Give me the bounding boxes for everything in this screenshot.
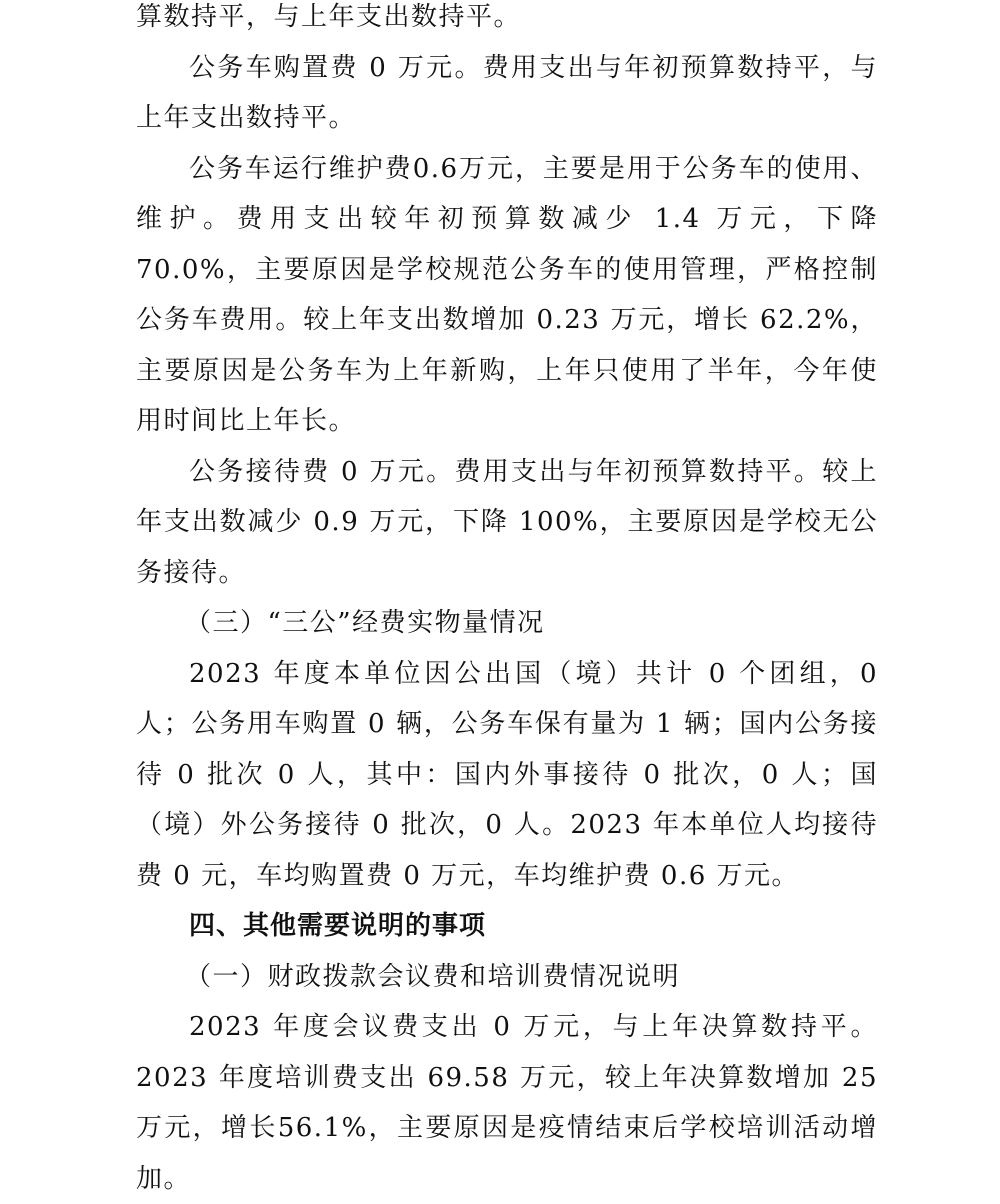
document-page: [136, 0, 878, 1204]
subheading-three-public-quantity: （三）“三公”经费实物量情况: [185, 608, 545, 638]
section-heading-other-matters: 四、其他需要说明的事项: [189, 911, 487, 941]
paragraph-reception-fee: 公务接待费 0 万元。费用支出与年初预算数持平。较上年支出数减少 0.9 万元，下降 100%，主要原因是学校无公务接待。: [136, 456, 878, 588]
paragraph-quantity-details: 2023 年度本单位因公出国（境）共计 0 个团组，0 人；公务用车购置 0 辆，公务车保有量为 1 辆；国内公务接待 0 批次 0 人，其中：国内外事接待 0 批次，0 人；国（境）外公务接待 0 批次，0 人。2023 年本单位人均接待费 0 元，车均购置费 0 万元，车均维护费 0.6 万元。: [136, 658, 878, 891]
paragraph-vehicle-maintenance: 公务车运行维护费0.6万元，主要是用于公务车的使用、维护。费用支出较年初预算数减少 1.4 万元，下降 70.0%，主要原因是学校规范公务车的使用管理，严格控制公务车费用。较上年支出数增加 0.23 万元，增长 62.2%，主要原因是公务车为上年新购，上年只使用了半年，今年使用时间比上年长。: [136, 153, 878, 436]
paragraph-continuation: 算数持平，与上年支出数持平。: [136, 2, 522, 32]
paragraph-vehicle-purchase: 公务车购置费 0 万元。费用支出与年初预算数持平，与上年支出数持平。: [136, 52, 878, 133]
paragraph-meeting-training-details: 2023 年度会议费支出 0 万元，与上年决算数持平。2023 年度培训费支出 69.58 万元，较上年决算数增加 25 万元，增长56.1%，主要原因是疫情结束后学校培训活动增加。: [136, 1012, 878, 1194]
subheading-meeting-training: （一）财政拨款会议费和培训费情况说明: [185, 961, 681, 992]
